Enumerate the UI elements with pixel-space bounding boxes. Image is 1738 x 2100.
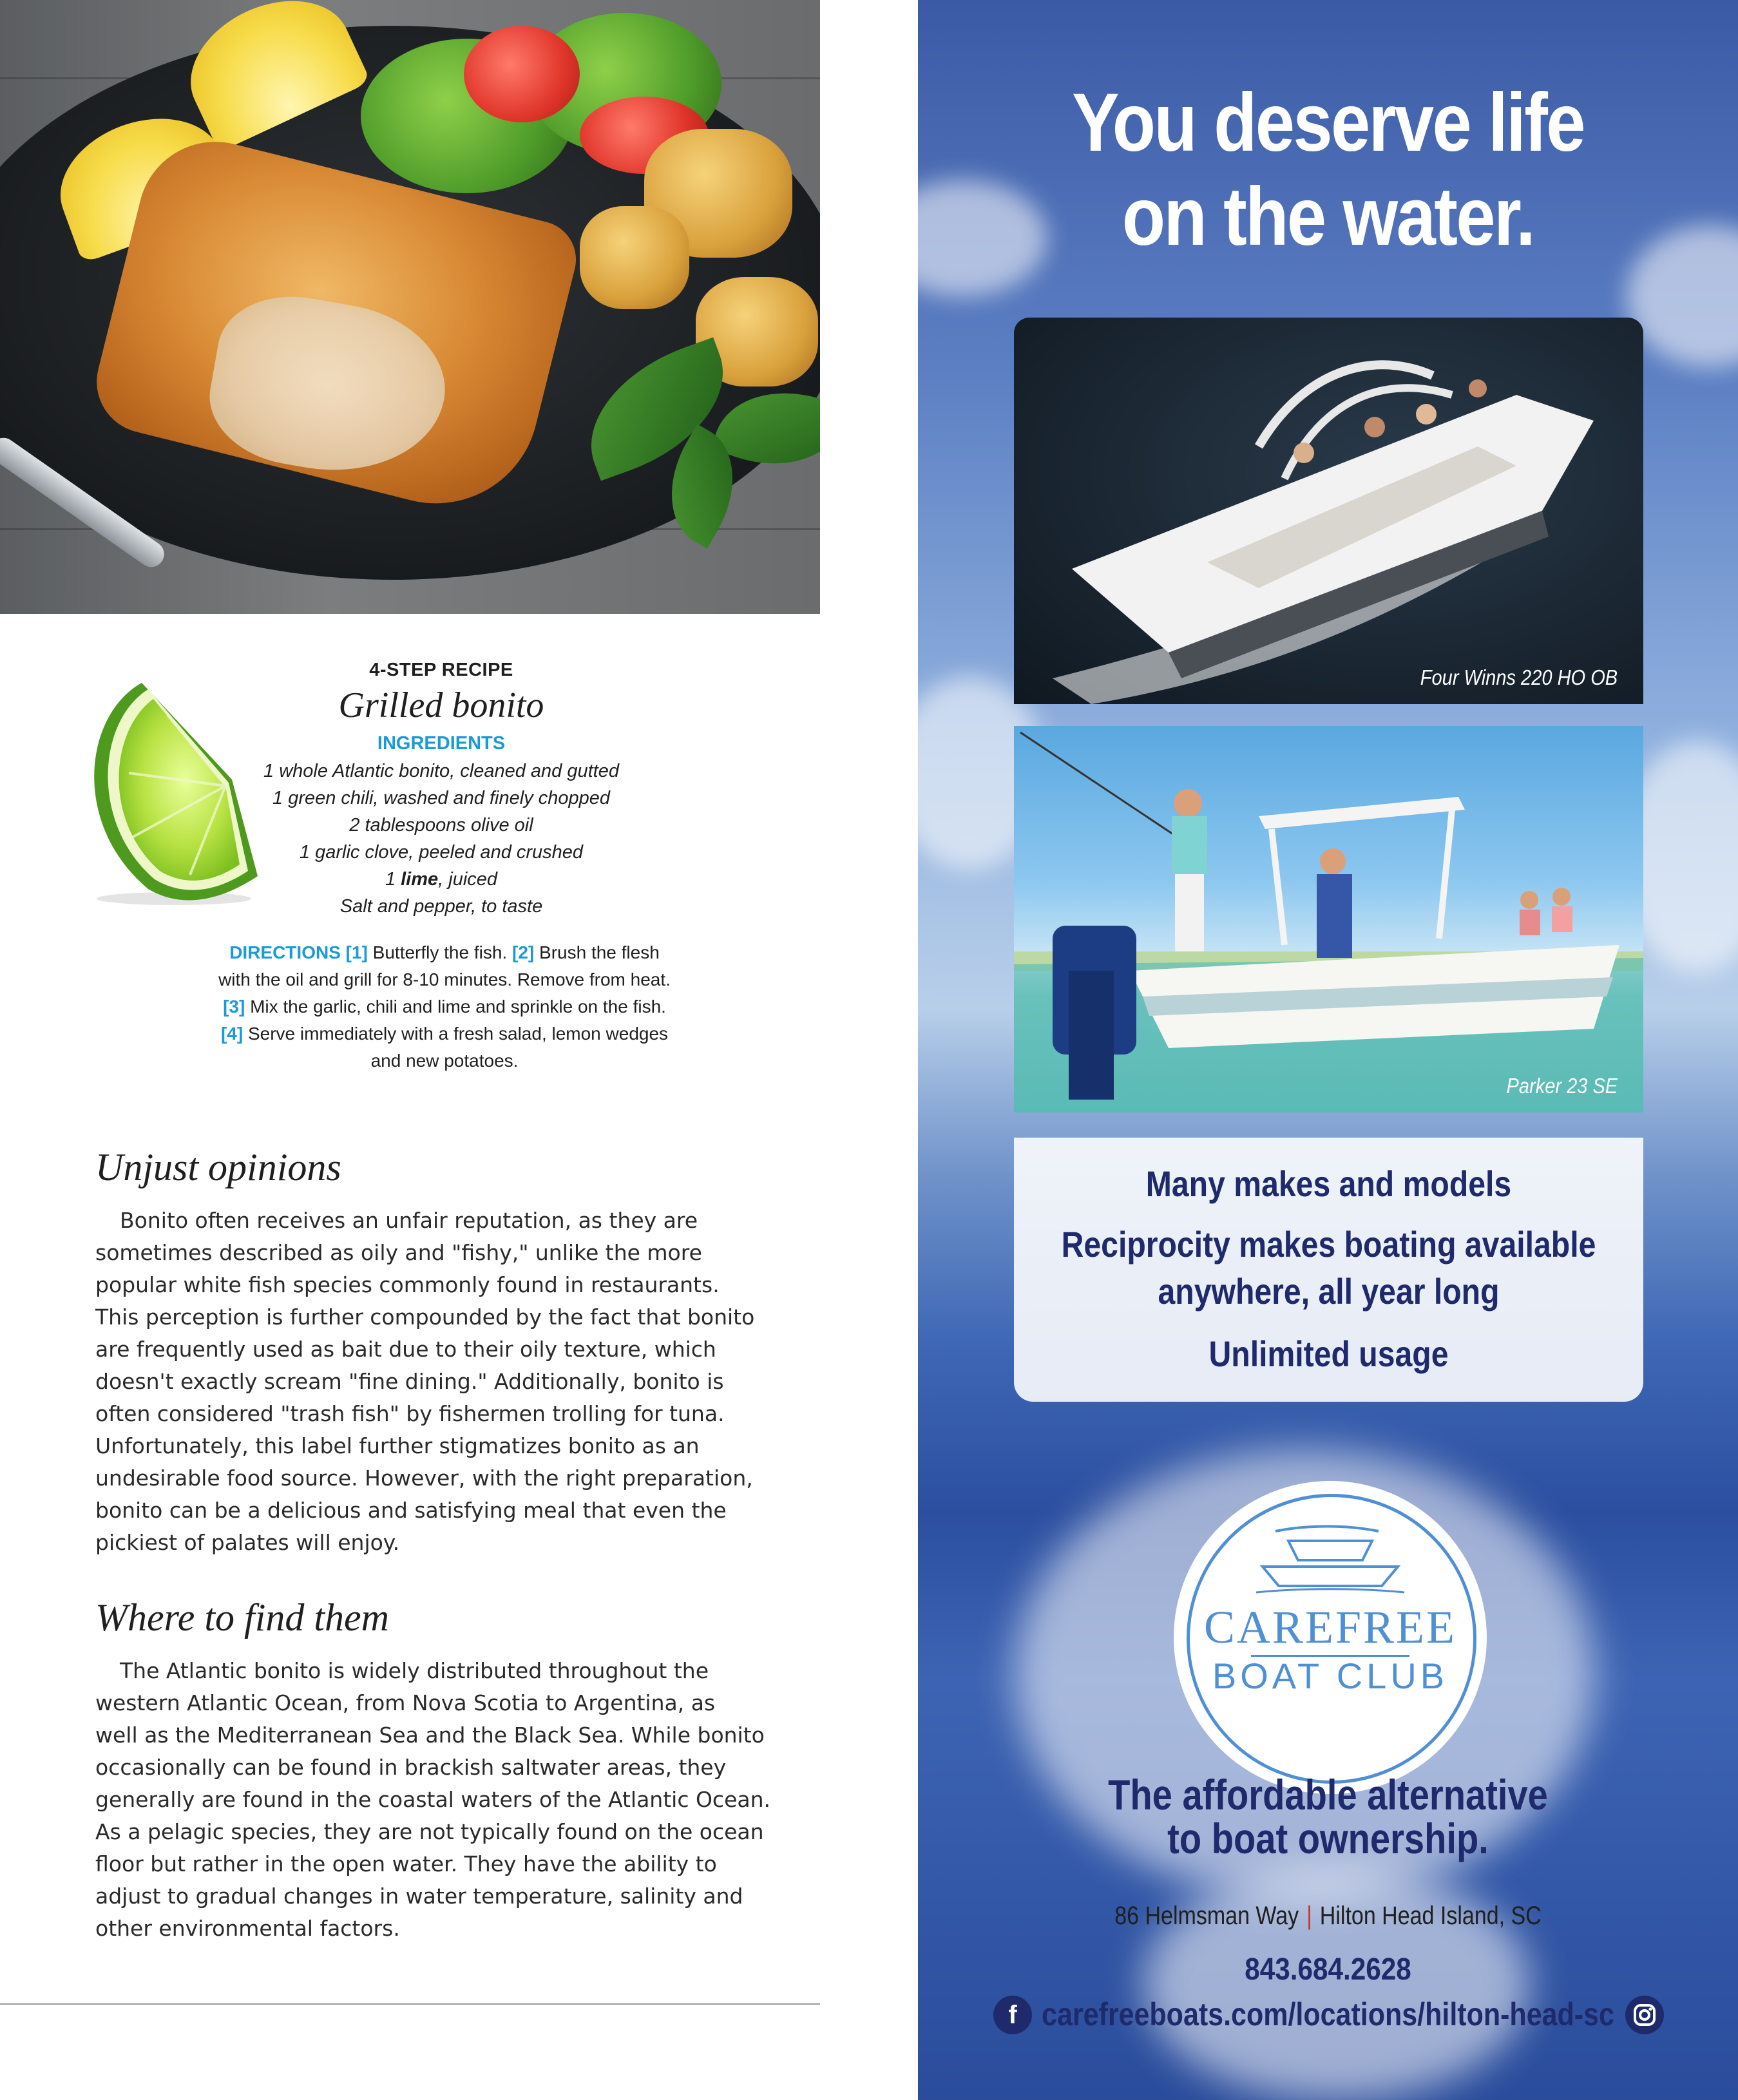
ingredient-item: 1 green chili, washed and finely chopped <box>272 788 610 808</box>
step-text: Brush the flesh with the oil and grill for 8-10 minutes. Remove from heat. <box>218 942 671 989</box>
step-text: Mix the garlic, chili and lime and sprinkle on the fish. <box>245 997 666 1017</box>
page-divider <box>0 2003 820 2005</box>
fishing-boat-image <box>1014 726 1643 1112</box>
step-number: [3] <box>223 997 245 1017</box>
feature-item: Many makes and models <box>1145 1163 1512 1204</box>
step-text: Serve immediately with a fresh salad, lemon wedges and new potatoes. <box>243 1024 669 1071</box>
directions-heading: DIRECTIONS <box>229 942 341 962</box>
address: 86 Helmsman Way | Hilton Head Island, SC <box>1114 1902 1542 1930</box>
ingredient-item-lime: 1 lime, juiced <box>385 869 498 890</box>
feature-list <box>1014 1138 1643 1402</box>
feature-item: Reciprocity makes boating available <box>1061 1224 1596 1265</box>
boat-photo-four-winns <box>1014 318 1643 704</box>
section-heading-where-to-find: Where to find them <box>95 1596 390 1639</box>
facebook-icon[interactable]: f <box>993 1996 1032 2034</box>
step-number: [2] <box>512 942 535 962</box>
grilled-fish-photo <box>0 0 820 614</box>
boat-photo-parker <box>1014 726 1643 1112</box>
ingredient-item: 2 tablespoons olive oil <box>349 815 533 835</box>
instagram-icon[interactable] <box>1625 1996 1664 2034</box>
section-heading-unjust-opinions: Unjust opinions <box>95 1146 341 1188</box>
recipe-box <box>193 657 689 920</box>
photo-caption: Parker 23 SE <box>1506 1074 1618 1098</box>
feature-item: anywhere, all year long <box>1158 1271 1500 1312</box>
step-number: [4] <box>220 1024 244 1044</box>
ingredient-item: 1 garlic clove, peeled and crushed <box>299 842 584 863</box>
ingredients-heading: INGREDIENTS <box>377 733 506 754</box>
speedboat-image <box>1014 318 1643 704</box>
article-paragraph-2: The Atlantic bonito is widely distributed throughout the western Atlantic Ocean, from Nova Scotia to Argentina, as well as the Mediterranean Sea and the Black Sea. While bonito occasionally can be found in brackish saltwater areas, they generally are found in the coastal waters of the Atlantic Ocean. As a pelagic species, they are not typically found on the ocean floor but rather in the open water. They have the ability to adjust to gradual changes in water temperature, salinity and other environmental factors. <box>95 1658 771 1941</box>
article-paragraph-1: Bonito often receives an unfair reputation, as they are sometimes described as oily and "fishy," unlike the more popular white fish species commonly found in restaurants. This perception is further compounded by the fact that bonito are frequently used as bait due to their oily texture, which doesn't exactly scream "fine dining." Additionally, bonito is often considered "trash fish" by fishermen trolling for tuna. Unfortunately, this label further stigmatizes bonito as an undesirable food source. However, with the right preparation, bonito can be a delicious and satisfying meal that even the pickiest of palates will enjoy. <box>95 1208 755 1555</box>
website-link[interactable]: carefreeboats.com/locations/hilton-head-sc <box>1042 1996 1614 2032</box>
carefree-boat-club-ad <box>918 0 1738 2100</box>
photo-caption: Four Winns 220 HO OB <box>1420 665 1618 689</box>
recipe-directions <box>213 939 676 1074</box>
logo-text-carefree: CAREFREE <box>1203 1601 1457 1653</box>
ingredient-item: 1 whole Atlantic bonito, cleaned and gutted <box>263 761 619 781</box>
ad-headline: You deserve life on the water. <box>1072 77 1584 263</box>
boat-logo-icon <box>1250 1512 1411 1596</box>
step-number: [1] <box>345 942 368 962</box>
phone-number[interactable]: 843.684.2628 <box>1245 1952 1411 1987</box>
feature-item: Unlimited usage <box>1208 1333 1449 1374</box>
ad-tagline: The affordable alternative to boat ownership. <box>1108 1771 1548 1862</box>
carefree-boat-club-logo <box>1179 1486 1482 1789</box>
ingredient-item: Salt and pepper, to taste <box>339 896 543 917</box>
recipe-title: Grilled bonito <box>338 685 544 725</box>
logo-text-boat-club: BOAT CLUB <box>1212 1656 1449 1696</box>
step-text: Butterfly the fish. <box>367 942 512 962</box>
recipe-kicker: 4-STEP RECIPE <box>369 660 513 680</box>
